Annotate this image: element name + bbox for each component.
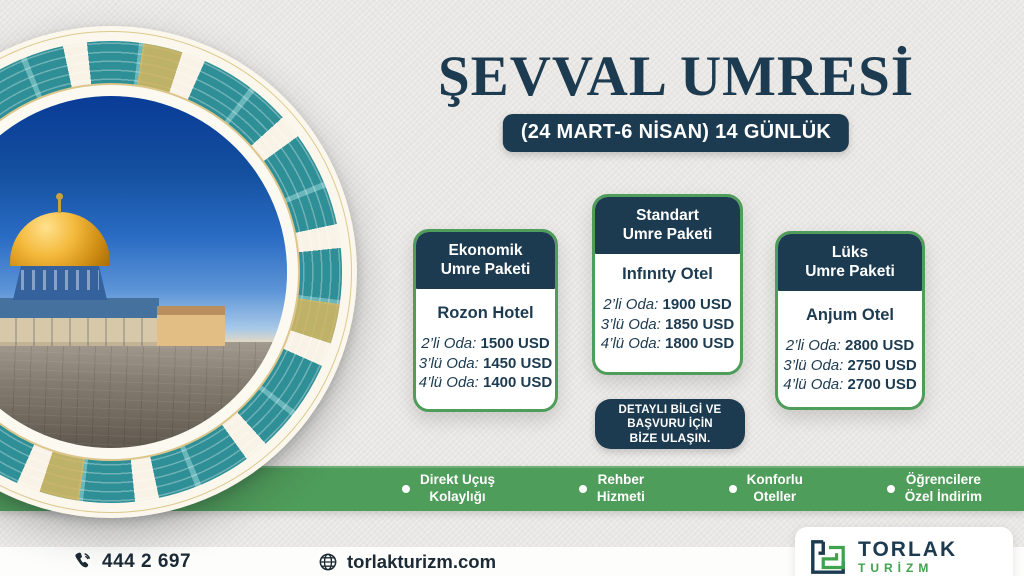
price-value: 1500 USD	[480, 335, 550, 352]
room-type-label: 4’lü Oda:	[600, 335, 661, 352]
feature-line1: Rehber	[597, 472, 645, 487]
feature-line2: Oteller	[753, 488, 797, 504]
price-value: 2750 USD	[847, 356, 917, 374]
feature-student-discount	[887, 472, 982, 505]
brand-subtitle: TURİZM	[858, 560, 934, 575]
hero-circle	[0, 26, 357, 518]
feature-line1: Direkt Uçuş	[420, 472, 496, 487]
room-type-label: 4’lü Oda:	[418, 374, 479, 391]
room-type-label: 3’lü Oda:	[418, 354, 479, 372]
hotel-name: Rozon Hotel	[437, 304, 534, 322]
price-list	[595, 295, 740, 354]
torlak-logo-icon	[809, 538, 847, 576]
price-value: 1900 USD	[662, 296, 732, 313]
feature-direct-flight	[402, 472, 495, 505]
package-title-line2: Umre Paketi	[805, 263, 895, 280]
mosque-drum	[13, 264, 107, 300]
brand-name: TORLAK	[858, 537, 958, 561]
package-card-header	[416, 232, 555, 289]
price-row	[416, 373, 555, 393]
phone-icon	[72, 551, 93, 572]
dome-of-the-rock-photo	[0, 96, 287, 448]
package-title-line1: Lüks	[831, 244, 869, 261]
stone-plaza	[0, 342, 287, 448]
package-title-line2: Umre Paketi	[440, 261, 531, 278]
hotel-name: Anjum Otel	[805, 306, 894, 324]
website-contact[interactable]	[318, 547, 496, 576]
room-type-label: 4’lü Oda:	[783, 376, 844, 393]
mosque-main-block	[0, 298, 159, 346]
price-row	[778, 336, 922, 356]
room-type-label: 2’li Oda:	[785, 337, 841, 354]
feature-guide-service	[579, 472, 645, 505]
feature-comfortable-hotels	[729, 472, 803, 505]
price-row	[595, 315, 740, 335]
price-row	[595, 334, 740, 354]
price-value: 2800 USD	[844, 337, 915, 354]
hotel-name: Infınıty Otel	[622, 265, 713, 283]
price-list	[416, 334, 555, 393]
room-type-label: 2’li Oda:	[603, 296, 659, 313]
price-row	[416, 334, 555, 354]
bullet-dot	[887, 485, 895, 493]
feature-line1: Konforlu	[746, 472, 803, 487]
package-title-line2: Umre Paketi	[622, 226, 713, 243]
package-card-header	[778, 234, 922, 291]
bullet-dot	[402, 485, 410, 493]
feature-line2: Özel İndirim	[904, 488, 982, 504]
brand-card	[795, 527, 1013, 576]
cta-line1: DETAYLI BİLGİ VE	[618, 403, 722, 416]
phone-number: 444 2 697	[102, 550, 192, 572]
price-row	[416, 354, 555, 374]
globe-icon	[318, 552, 338, 572]
bullet-dot	[729, 485, 737, 493]
price-value: 1400 USD	[483, 374, 553, 391]
room-type-label: 3’lü Oda:	[600, 315, 661, 333]
phone-contact[interactable]	[72, 547, 191, 576]
page-title: ŞEVVAL UMRESİ	[437, 45, 914, 108]
bullet-dot	[579, 485, 587, 493]
features-list	[402, 466, 982, 511]
price-value: 1800 USD	[665, 335, 735, 352]
date-badge: (24 MART-6 NİSAN) 14 GÜNLÜK	[503, 114, 849, 152]
dome-finial	[58, 198, 61, 213]
package-title-line1: Standart	[636, 207, 699, 224]
price-value: 1450 USD	[483, 354, 553, 372]
package-card-luks	[775, 231, 925, 410]
brand-text	[858, 539, 957, 576]
price-row	[778, 356, 922, 376]
price-row	[778, 375, 922, 395]
package-card-ekonomik	[413, 229, 558, 412]
website-url: torlakturizm.com	[347, 550, 497, 572]
contact-cta-badge[interactable]	[595, 399, 745, 449]
feature-line1: Öğrencilere	[905, 472, 981, 487]
cta-line2: BAŞVURU İÇİN	[627, 417, 713, 430]
package-title-line1: Ekonomik	[448, 242, 523, 259]
feature-line2: Hizmeti	[596, 488, 645, 504]
price-row	[595, 295, 740, 315]
room-type-label: 3’lü Oda:	[783, 356, 844, 374]
cta-line3: BİZE ULAŞIN.	[629, 431, 711, 446]
price-list	[778, 336, 922, 395]
feature-line2: Kolaylığı	[429, 488, 486, 504]
price-value: 2700 USD	[847, 376, 917, 393]
package-card-standart	[592, 194, 743, 375]
package-card-header	[595, 197, 740, 254]
mosque-wing	[157, 306, 225, 346]
price-value: 1850 USD	[665, 315, 735, 333]
room-type-label: 2’li Oda:	[421, 335, 477, 352]
